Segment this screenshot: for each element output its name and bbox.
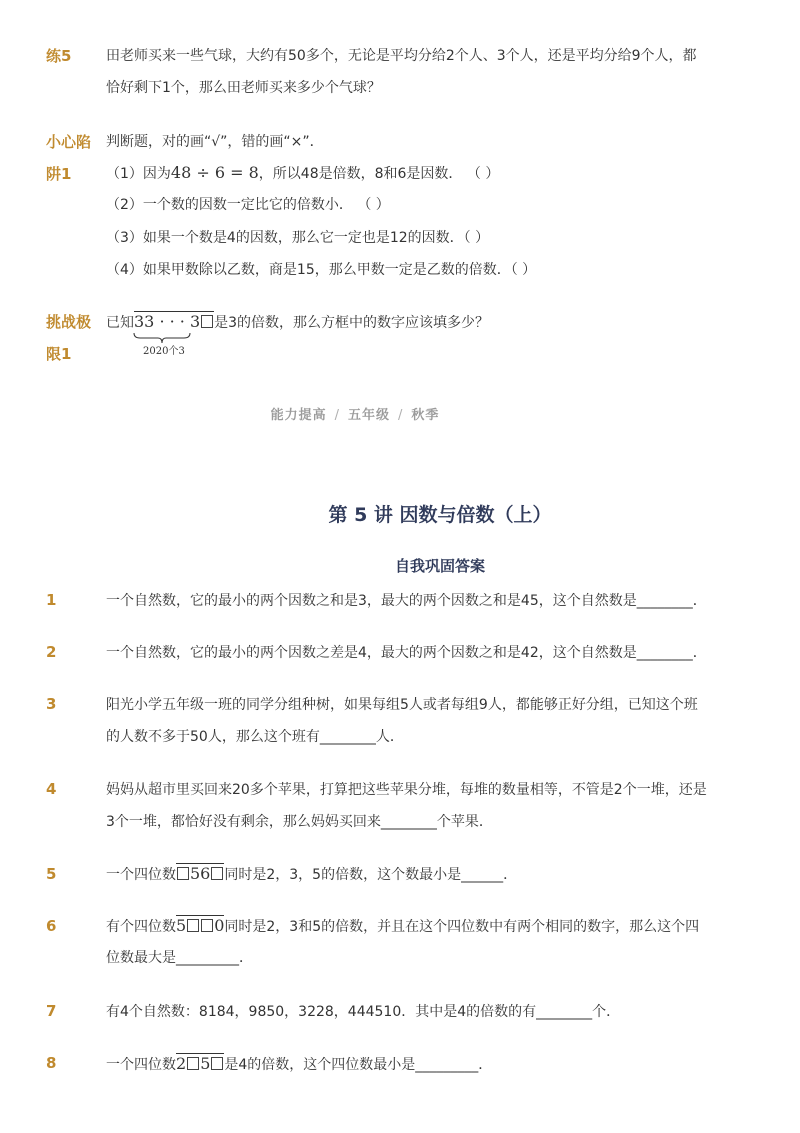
footer-grade: 五年级: [347, 408, 390, 423]
challenge-1-label-line1: 挑战极: [46, 313, 92, 331]
question-5-text: [106, 858, 517, 891]
question-6-prefix: 有个四位数: [106, 919, 176, 935]
lecture-title: 第 5 讲 因数与倍数（上）: [328, 504, 552, 526]
practice-5-label: 练5: [46, 47, 72, 65]
question-7-text: 有4个自然数：8184，9850，3228，444510．其中是4的倍数的有________个．: [106, 1004, 621, 1020]
trap-1-item-1: [106, 157, 499, 190]
question-1-number: 1: [46, 591, 57, 609]
question-6-number-expr: [176, 915, 224, 935]
question-1-text: 一个自然数，它的最小的两个因数之和是3，最大的两个因数之和是45，这个自然数是________．: [106, 593, 707, 609]
challenge-1-number: [134, 311, 214, 331]
footer-term: 秋季: [411, 408, 440, 423]
trap-1-item-1-math: 48 ÷ 6 = 8: [170, 163, 259, 182]
trap-1-item-4: （4）如果甲数除以乙数，商是15，那么甲数一定是乙数的倍数．（ ）: [106, 262, 537, 278]
question-3-line1: 阳光小学五年级一班的同学分组种树，如果每组5人或者每组9人，都能够正好分组，已知这个班: [106, 697, 698, 713]
question-5-number-expr: [176, 863, 224, 883]
question-5-suffix: 同时是2，3，5的倍数，这个数最小是______．: [224, 867, 518, 883]
challenge-1-brace-label: 2020个3: [143, 346, 185, 357]
blank-digit-box: [187, 1057, 199, 1070]
blank-digit-box: [211, 1057, 223, 1070]
trap-1-item-1-prefix: （1）因为: [106, 166, 171, 182]
question-6-line1: [106, 910, 699, 943]
question-2-number: 2: [46, 643, 57, 661]
blank-digit-box: [201, 315, 213, 328]
trap-1-label-line1: 小心陷: [46, 133, 92, 151]
question-8-digit-b: 5: [200, 1054, 211, 1073]
question-8-text: [106, 1048, 492, 1081]
question-5-digits: 56: [190, 864, 211, 883]
question-7-number: 7: [46, 1002, 57, 1020]
trap-1-item-2: （2）一个数的因数一定比它的倍数小． （ ）: [106, 197, 390, 213]
challenge-1-prefix: 已知: [106, 315, 134, 331]
blank-digit-box: [187, 919, 199, 932]
trap-1-intro: 判断题，对的画“√”，错的画“×”．: [106, 134, 324, 150]
footer-separator: /: [398, 408, 404, 423]
question-2-text: 一个自然数，它的最小的两个因数之差是4，最大的两个因数之和是42，这个自然数是________．: [106, 645, 707, 661]
question-6-line2: 位数最大是_________．: [106, 950, 253, 966]
challenge-1-digits: 33 · · · 3: [134, 312, 201, 331]
question-8-prefix: 一个四位数: [106, 1057, 176, 1073]
trap-1-label-line2: 阱1: [46, 165, 72, 183]
challenge-1-suffix: 是3的倍数，那么方框中的数字应该填多少？: [214, 315, 490, 331]
question-8-number-expr: [176, 1053, 224, 1073]
question-5-prefix: 一个四位数: [106, 867, 176, 883]
question-3-line2: 的人数不多于50人，那么这个班有________人．: [106, 729, 404, 745]
question-8-suffix: 是4的倍数，这个四位数最小是_________．: [224, 1057, 493, 1073]
question-8-number: 8: [46, 1054, 57, 1072]
question-4-line2: 3个一堆，都恰好没有剩余，那么妈妈买回来________个苹果．: [106, 814, 493, 830]
question-8-digit-a: 2: [176, 1054, 187, 1073]
practice-5-line2: 恰好剩下1个，那么田老师买来多少个气球？: [106, 80, 381, 96]
section-subtitle: 自我巩固答案: [394, 557, 485, 575]
footer-course: 能力提高: [270, 408, 327, 423]
footer-separator: /: [334, 408, 340, 423]
trap-1-item-3: （3）如果一个数是4的因数，那么它一定也是12的因数．（ ）: [106, 230, 490, 246]
page-footer: [0, 404, 710, 423]
blank-digit-box: [201, 919, 213, 932]
practice-5-line1: 田老师买来一些气球，大约有50多个，无论是平均分给2个人、3个人，还是平均分给9个人，都: [106, 48, 697, 64]
question-6-number: 6: [46, 917, 57, 935]
question-3-number: 3: [46, 695, 57, 713]
question-4-number: 4: [46, 780, 57, 798]
challenge-1-label-line2: 限1: [46, 345, 72, 363]
question-6-digit-a: 5: [176, 916, 187, 935]
question-4-line1: 妈妈从超市里买回来20多个苹果，打算把这些苹果分堆，每堆的数量相等，不管是2个一堆，还是: [106, 782, 707, 798]
question-6-suffix: 同时是2，3和5的倍数，并且在这个四位数中有两个相同的数字，那么这个四: [224, 919, 700, 935]
trap-1-item-1-suffix: ，所以48是倍数，8和6是因数． （ ）: [258, 166, 500, 182]
blank-digit-box: [177, 867, 189, 880]
blank-digit-box: [211, 867, 223, 880]
question-6-digit-b: 0: [214, 916, 225, 935]
question-5-number: 5: [46, 865, 57, 883]
